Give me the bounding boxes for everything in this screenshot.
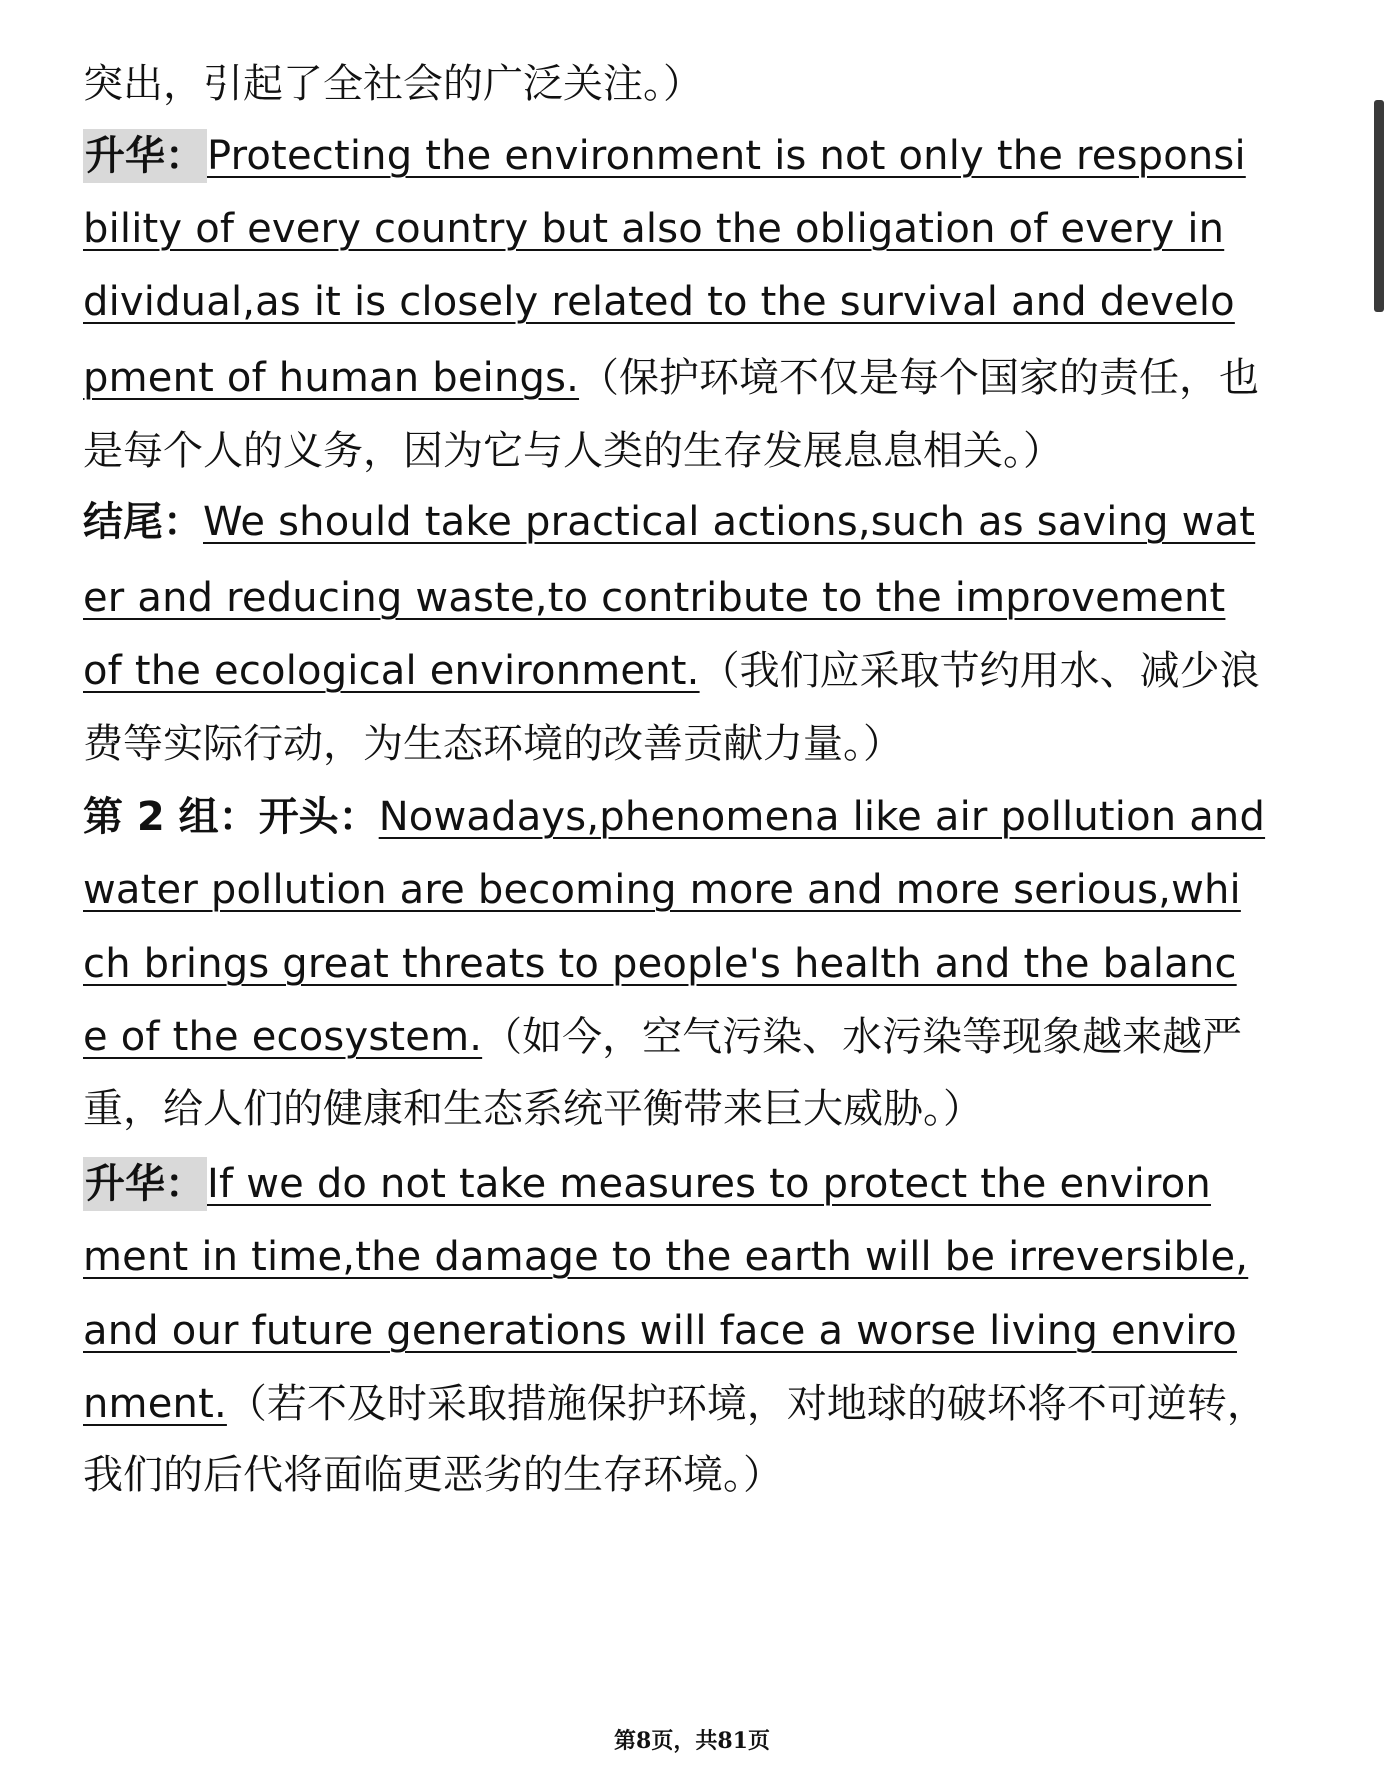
label-ending: 结尾： xyxy=(83,499,203,545)
text-line xyxy=(83,864,1241,916)
text-line xyxy=(83,938,1237,990)
english-text: If we do not take measures to protect the environ xyxy=(207,1161,1211,1207)
text-line xyxy=(83,130,1246,182)
label-opening: 开头： xyxy=(258,794,379,840)
text-line xyxy=(83,572,1225,624)
text-line xyxy=(83,276,1235,328)
english-text: ment in time,the damage to the earth will be irreversible, xyxy=(83,1234,1249,1280)
english-text: Protecting the environment is not only the responsi xyxy=(207,133,1246,179)
text-line xyxy=(83,1011,1242,1063)
page-number: 第8页，共81页 xyxy=(614,1728,770,1754)
text-line xyxy=(83,1305,1237,1357)
english-text: nment. xyxy=(83,1381,227,1427)
text-line xyxy=(83,1231,1248,1283)
english-text: water pollution are becoming more and more serious,whi xyxy=(83,867,1241,913)
text-line xyxy=(83,791,1265,843)
label-sublimation: 升华： xyxy=(83,1157,207,1211)
chinese-translation: （如今，空气污染、水污染等现象越来越严 xyxy=(482,1014,1243,1060)
text-line xyxy=(83,1449,783,1501)
english-text: and our future generations will face a worse living enviro xyxy=(83,1308,1237,1354)
text-line xyxy=(83,425,1063,477)
chinese-translation: 我们的后代将面临更恶劣的生存环境。） xyxy=(83,1452,783,1498)
text-line xyxy=(83,352,1259,404)
text-line xyxy=(83,496,1255,548)
scrollbar[interactable] xyxy=(1374,100,1384,312)
text-line xyxy=(83,718,903,770)
text-line xyxy=(83,1378,1267,1430)
text-line: 突出，引起了全社会的广泛关注。） xyxy=(83,61,703,107)
english-text: dividual,as it is closely related to the survival and develo xyxy=(83,279,1235,325)
label-sublimation: 升华： xyxy=(83,129,207,183)
chinese-translation: 费等实际行动，为生态环境的改善贡献力量。） xyxy=(83,721,903,767)
chinese-translation: 是每个人的义务，因为它与人类的生存发展息息相关。） xyxy=(83,428,1063,474)
english-text: ch brings great threats to people's health and the balanc xyxy=(83,941,1237,987)
text-line xyxy=(83,645,1260,697)
chinese-translation: 重，给人们的健康和生态系统平衡带来巨大威胁。） xyxy=(83,1086,983,1132)
text-line xyxy=(83,203,1224,255)
text-line xyxy=(83,1158,1211,1210)
english-text: bility of every country but also the obligation of every in xyxy=(83,206,1225,252)
chinese-translation: （若不及时采取措施保护环境，对地球的破坏将不可逆转， xyxy=(226,1381,1267,1427)
english-text: e of the ecosystem. xyxy=(83,1014,483,1060)
english-text: pment of human beings. xyxy=(83,355,580,401)
english-text: Nowadays,phenomena like air pollution and xyxy=(378,794,1266,840)
text-line xyxy=(83,1083,983,1135)
english-text: er and reducing waste,to contribute to the improvement xyxy=(83,575,1226,621)
chinese-translation: （保护环境不仅是每个国家的责任，也 xyxy=(579,355,1260,401)
label-group: 第 2 组： xyxy=(83,794,259,840)
english-text: of the ecological environment. xyxy=(83,648,700,694)
chinese-translation: （我们应采取节约用水、减少浪 xyxy=(699,648,1260,694)
english-text: We should take practical actions,such as saving wat xyxy=(203,499,1256,545)
